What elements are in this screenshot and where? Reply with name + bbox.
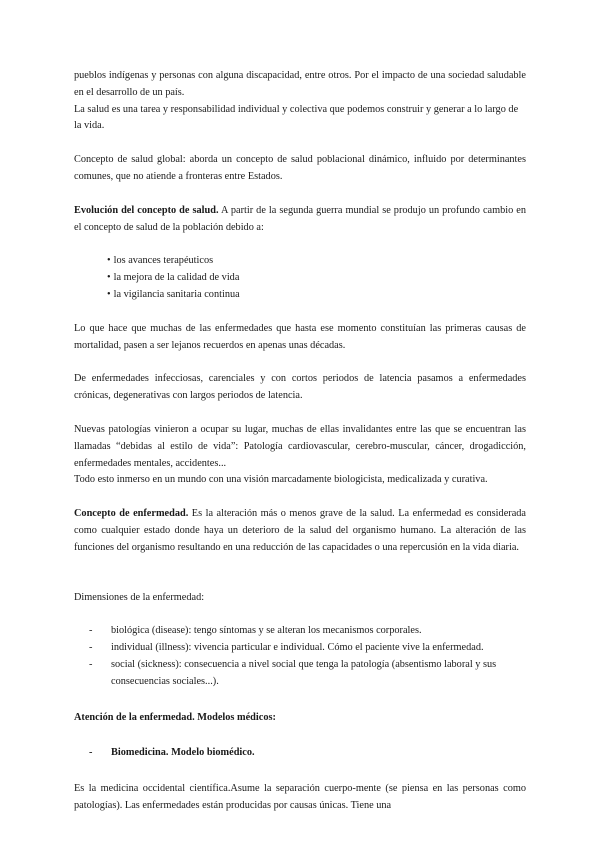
spacer (74, 405, 526, 422)
list-item: • la vigilancia sanitaria continua (107, 287, 526, 304)
list-item: - individual (illness): vivencia particular e individual. Cómo el paciente vive la enfermedad. (89, 640, 526, 657)
paragraph-dimensions-intro: Dimensiones de la enfermedad: (74, 591, 205, 603)
paragraph-mortality: Lo que hace que muchas de las enfermedades que hasta ese momento constituían las primeras causas de mortalidad, pasen a ser lejanos recuerdos en apenas unas décadas. (74, 322, 526, 351)
disease-concept-text: Es la alteración más o menos grave de la salud. La enfermedad es considerada como cualquier estado donde haya un deterioro de la salud del organismo humano. La alteración de las funciones del organismo resultando en una reducción de las capacidades o una repercusión en la vida diaria. (74, 508, 526, 553)
spacer (74, 691, 526, 710)
paragraph-biomedicine: Es la medicina occidental científica.Asume la separación cuerpo-mente (se piensa en las personas como patologías). Las enfermedades están producidas por causas únicas. Tiene una (74, 783, 526, 811)
spacer (74, 762, 526, 781)
dash-marker: - (89, 642, 93, 654)
paragraph-disease-shift: De enfermedades infecciosas, carenciales y con cortos periodos de latencia pasamos a enfermedades crónicas, degenerativas con largos periodos de latencia. (74, 373, 526, 402)
page-content (74, 68, 526, 815)
disease-dimensions-list (74, 623, 526, 690)
dash-marker: - (89, 658, 93, 670)
spacer (74, 135, 526, 152)
list-item: - social (sickness): consecuencia a nivel social que tenga la patología (absentismo laboral y sus consecuencias sociales...). (89, 658, 497, 687)
spacer (74, 606, 526, 623)
paragraph-biologicist-view: Todo esto inmerso en un mundo con una visión marcadamente biologicista, medicalizada y curativa. (74, 474, 488, 486)
spacer (74, 726, 526, 745)
paragraph-indigenous: pueblos indígenas y personas con alguna discapacidad, entre otros. Por el impacto de una sociedad saludable en el desarrollo de un país. (74, 70, 526, 98)
health-evolution-text: A partir de la segunda guerra mundial se produjo un profundo cambio en el concepto de salud de la población debido a: (74, 204, 526, 233)
heading-disease-concept: Concepto de enfermedad. (74, 508, 189, 520)
paragraph-disease-concept (74, 506, 526, 556)
spacer (74, 557, 526, 590)
spacer (74, 186, 526, 203)
paragraph-health-responsibility: La salud es una tarea y responsabilidad individual y colectiva que podemos construir y generar a lo largo de la vida. (74, 103, 519, 132)
heading-medical-models: Atención de la enfermedad. Modelos médicos: (74, 711, 276, 723)
heading-health-evolution: Evolución del concepto de salud. (74, 204, 219, 216)
dash-marker: - (89, 625, 93, 637)
paragraph-new-pathologies: Nuevas patologías vinieron a ocupar su lugar, muchas de ellas invalidantes entre las que se encuentran las llamadas “debidas al estilo de vida”: Patología cardiovascular, cerebro-muscular, cáncer, drogadicción, enfermedades mentales, accidentes... (74, 423, 526, 469)
heading-biomedicine: - Biomedicina. Modelo biomédico. (74, 745, 526, 762)
spacer (74, 304, 526, 321)
spacer (74, 489, 526, 506)
paragraph-health-evolution (74, 203, 526, 237)
spacer (74, 236, 526, 253)
paragraph-global-health: Concepto de salud global: aborda un concepto de salud poblacional dinámico, influido por determinantes comunes, que no atiende a fronteras entre Estados. (74, 154, 526, 182)
list-item: • los avances terapéuticos (107, 253, 526, 270)
list-item: • la mejora de la calidad de vida (107, 270, 526, 287)
evolution-causes-list (74, 253, 526, 303)
dash-marker: - (89, 747, 93, 759)
list-item: - biológica (disease): tengo síntomas y se alteran los mecanismos corporales. (89, 623, 526, 640)
spacer (74, 354, 526, 371)
